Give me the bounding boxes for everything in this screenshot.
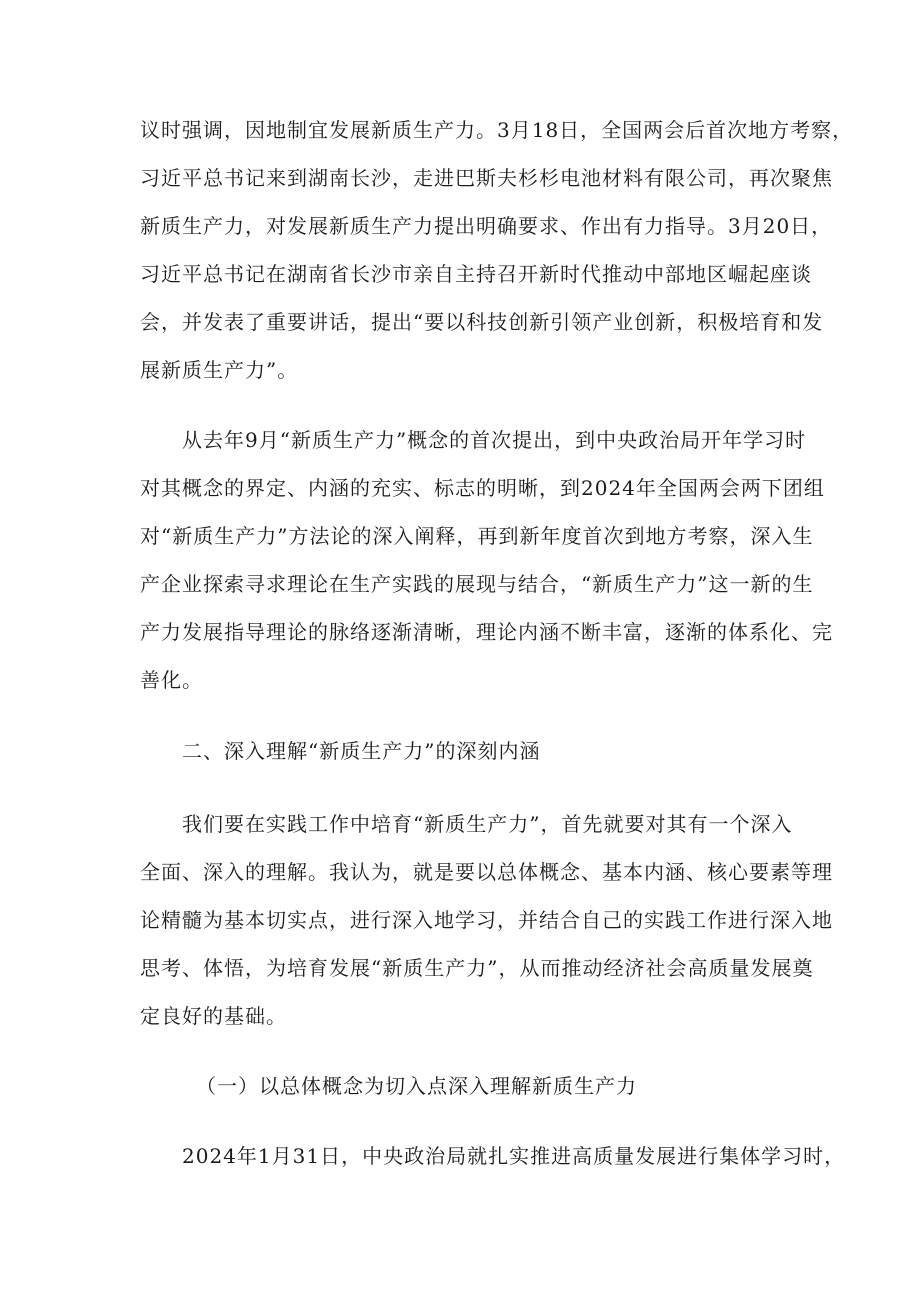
- paragraph-2-line-5: 产力发展指导理论的脉络逐渐清晰，理论内涵不断丰富，逐渐的体系化、完: [140, 620, 833, 644]
- paragraph-3-line-3: 论精髓为基本切实点，进行深入地学习，并结合自己的实践工作进行深入地: [140, 908, 833, 932]
- paragraph-4: [140, 1132, 846, 1180]
- paragraph-1-line-6: 展新质生产力”。: [140, 358, 299, 382]
- paragraph-3: [140, 800, 833, 1040]
- subsection-heading-1-text: （一）以总体概念为切入点深入理解新质生产力: [196, 1074, 637, 1098]
- paragraph-2-line-4: 产企业探索寻求理论在生产实践的展现与结合，“新质生产力”这一新的生: [140, 572, 814, 596]
- paragraph-2-line-3: 对“新质生产力”方法论的深入阐释，再到新年度首次到地方考察，深入生: [140, 524, 814, 548]
- paragraph-2: [140, 416, 833, 704]
- paragraph-2-line-2: 对其概念的界定、内涵的充实、标志的明晰，到2024年全国两会两下团组: [140, 476, 825, 500]
- paragraph-1: [140, 106, 854, 394]
- paragraph-1-line-4: 习近平总书记在湖南省长沙市亲自主持召开新时代推动中部地区崛起座谈: [140, 262, 812, 286]
- paragraph-2-line-1: 从去年9月“新质生产力”概念的首次提出，到中央政治局开年学习时: [182, 428, 807, 452]
- paragraph-1-line-2: 习近平总书记来到湖南长沙，走进巴斯夫杉杉电池材料有限公司，再次聚焦: [140, 166, 833, 190]
- paragraph-2-line-6: 善化。: [140, 668, 203, 692]
- paragraph-3-line-2: 全面、深入的理解。我认为，就是要以总体概念、基本内涵、核心要素等理: [140, 860, 833, 884]
- paragraph-1-line-3: 新质生产力，对发展新质生产力提出明确要求、作出有力指导。3月20日，: [140, 214, 833, 238]
- paragraph-3-line-4: 思考、体悟，为培育发展“新质生产力”，从而推动经济社会高质量发展奠: [140, 956, 814, 980]
- section-heading-2: [140, 727, 795, 775]
- paragraph-4-line-1: 2024年1月31日，中央政治局就扎实推进高质量发展进行集体学习时，: [182, 1144, 846, 1168]
- paragraph-3-line-1: 我们要在实践工作中培育“新质生产力”，首先就要对其有一个深入: [182, 812, 793, 836]
- paragraph-1-line-5: 会，并发表了重要讲话，提出“要以科技创新引领产业创新，积极培育和发: [140, 310, 824, 334]
- paragraph-1-line-1: 议时强调，因地制宜发展新质生产力。3月18日，全国两会后首次地方考察，: [140, 118, 854, 142]
- paragraph-3-line-5: 定良好的基础。: [140, 1004, 287, 1028]
- subsection-heading-1: [140, 1062, 795, 1110]
- section-heading-2-text: 二、深入理解“新质生产力”的深刻内涵: [182, 739, 541, 763]
